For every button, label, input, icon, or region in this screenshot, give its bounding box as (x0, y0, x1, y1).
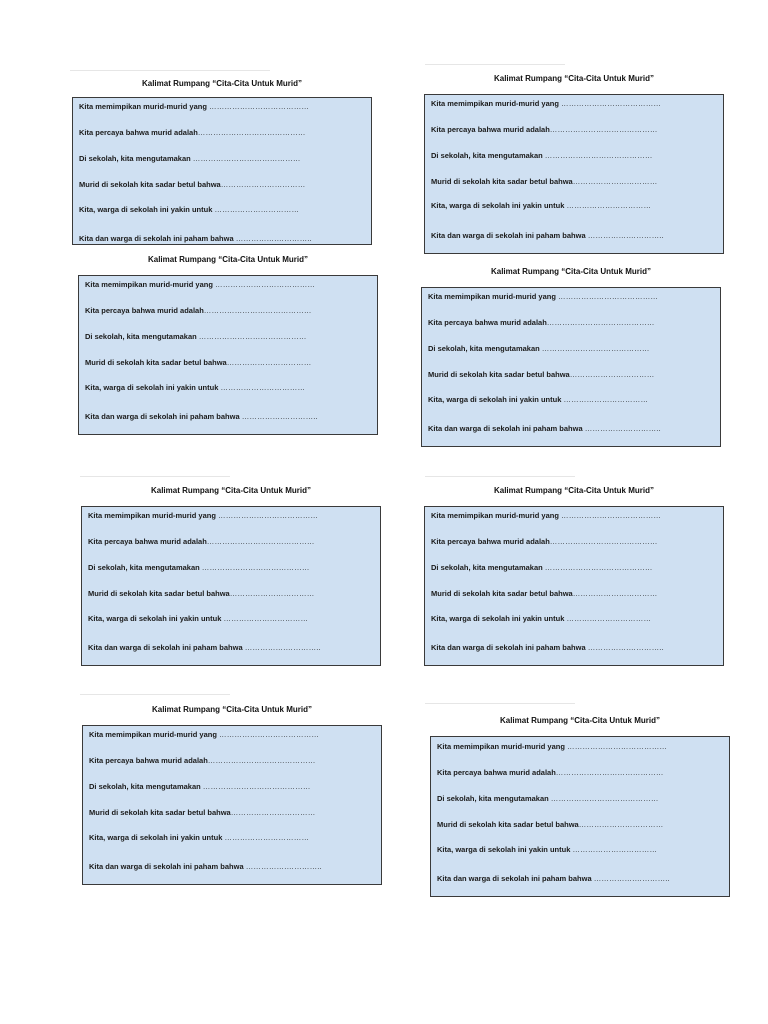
divider (425, 703, 575, 704)
sentence-prefix: Kita dan warga di sekolah ini paham bahwa (89, 862, 246, 871)
blank-dots: …………….………….. (587, 643, 664, 652)
sentence-prefix: Kita, warga di sekolah ini yakin untuk (85, 383, 221, 392)
card-box (424, 94, 724, 254)
sentence-line (431, 231, 719, 240)
sentence-line (431, 563, 719, 572)
blank-dots: …………….………….. (584, 424, 661, 433)
blank-dots: …………………………………… (197, 128, 306, 137)
blank-dots: …………………………………… (549, 125, 658, 134)
sentence-prefix: Kita dan warga di sekolah ini paham bahwa (85, 412, 242, 421)
sentence-prefix: Kita percaya bahwa murid adalah (431, 125, 550, 134)
blank-dots: …………………………… (569, 370, 655, 379)
sentence-line (428, 344, 716, 353)
blank-dots: …………………………… (566, 614, 652, 623)
sentence-card (430, 716, 730, 897)
sentence-line (89, 730, 377, 739)
blank-dots: …………………………… (224, 833, 310, 842)
sentence-prefix: Kita, warga di sekolah ini yakin untuk (88, 614, 224, 623)
sentence-line (85, 332, 373, 341)
blank-dots: …………………………………… (549, 537, 658, 546)
sentence-line (79, 102, 367, 111)
sentence-prefix: Kita percaya bahwa murid adalah (85, 306, 204, 315)
card-box (72, 97, 372, 245)
sentence-prefix: Kita memimpikan murid-murid yang (431, 511, 562, 520)
blank-dots: …………………………………… (546, 318, 655, 327)
card-title: Kalimat Rumpang “Cita-Cita Untuk Murid” (490, 267, 651, 276)
blank-dots: …………….………….. (235, 234, 312, 243)
sentence-line (79, 205, 367, 214)
card-box (81, 506, 381, 666)
sentence-prefix: Kita memimpikan murid-murid yang (79, 102, 210, 111)
sentence-card (421, 267, 721, 447)
sentence-line (79, 234, 367, 243)
sentence-prefix: Kita dan warga di sekolah ini paham bahwa (428, 424, 585, 433)
sentence-line (88, 563, 376, 572)
card-box (82, 725, 382, 885)
sentence-prefix: Kita, warga di sekolah ini yakin untuk (431, 201, 567, 210)
sentence-line (89, 782, 377, 791)
sentence-prefix: Di sekolah, kita mengutamakan (431, 563, 545, 572)
blank-dots: …………………………… (223, 614, 309, 623)
blank-dots: ………………………………… (558, 292, 659, 301)
card-box (421, 287, 721, 447)
blank-dots: …………….………….. (593, 874, 670, 883)
blank-dots: ………………………………… (219, 730, 320, 739)
sentence-line (437, 794, 725, 803)
blank-dots: …………………………… (214, 205, 300, 214)
sentence-prefix: Kita, warga di sekolah ini yakin untuk (431, 614, 567, 623)
card-box (424, 506, 724, 666)
card-title: Kalimat Rumpang “Cita-Cita Untuk Murid” (151, 705, 312, 714)
sentence-prefix: Kita percaya bahwa murid adalah (428, 318, 547, 327)
sentence-line (88, 537, 376, 546)
sentence-prefix: Di sekolah, kita mengutamakan (89, 782, 203, 791)
sentence-prefix: Di sekolah, kita mengutamakan (431, 151, 545, 160)
sentence-prefix: Murid di sekolah kita sadar betul bahwa (85, 358, 227, 367)
sentence-prefix: Kita percaya bahwa murid adalah (89, 756, 208, 765)
sentence-line (428, 424, 716, 433)
blank-dots: …………………………………… (555, 768, 664, 777)
card-box (78, 275, 378, 435)
sentence-prefix: Di sekolah, kita mengutamakan (88, 563, 202, 572)
blank-dots: …………………………………… (544, 151, 653, 160)
sentence-prefix: Kita percaya bahwa murid adalah (79, 128, 198, 137)
blank-dots: …………………………… (220, 180, 306, 189)
sentence-prefix: Kita memimpikan murid-murid yang (88, 511, 219, 520)
sentence-prefix: Murid di sekolah kita sadar betul bahwa (79, 180, 221, 189)
sentence-prefix: Murid di sekolah kita sadar betul bahwa (89, 808, 231, 817)
sentence-line (85, 306, 373, 315)
blank-dots: ………………………………… (567, 742, 668, 751)
blank-dots: …………….………….. (241, 412, 318, 421)
blank-dots: ………………………………… (561, 511, 662, 520)
sentence-line (428, 395, 716, 404)
blank-dots: …………….………….. (244, 643, 321, 652)
sentence-line (88, 643, 376, 652)
sentence-prefix: Kita dan warga di sekolah ini paham bahwa (79, 234, 236, 243)
card-box (430, 736, 730, 897)
blank-dots: …………………………… (229, 589, 315, 598)
card-title: Kalimat Rumpang “Cita-Cita Untuk Murid” (141, 79, 302, 88)
sentence-line (431, 99, 719, 108)
sentence-prefix: Kita memimpikan murid-murid yang (89, 730, 220, 739)
sentence-line (89, 833, 377, 842)
blank-dots: …………………………… (572, 845, 658, 854)
blank-dots: ………………………………… (215, 280, 316, 289)
sentence-prefix: Kita percaya bahwa murid adalah (431, 537, 550, 546)
sentence-line (428, 318, 716, 327)
blank-dots: …………….………….. (587, 231, 664, 240)
sentence-prefix: Di sekolah, kita mengutamakan (428, 344, 542, 353)
divider (425, 476, 575, 477)
sentence-prefix: Di sekolah, kita mengutamakan (85, 332, 199, 341)
card-title: Kalimat Rumpang “Cita-Cita Untuk Murid” (499, 716, 660, 725)
divider (425, 64, 565, 65)
sentence-prefix: Kita dan warga di sekolah ini paham bahwa (431, 643, 588, 652)
blank-dots: …………………………………… (203, 306, 312, 315)
sentence-prefix: Kita memimpikan murid-murid yang (437, 742, 568, 751)
blank-dots: …………………………………… (550, 794, 659, 803)
sentence-line (428, 370, 716, 379)
sentence-line (85, 412, 373, 421)
blank-dots: ………………………………… (209, 102, 310, 111)
sentence-prefix: Kita percaya bahwa murid adalah (437, 768, 556, 777)
sentence-line (88, 614, 376, 623)
sentence-line (437, 768, 725, 777)
sentence-prefix: Kita dan warga di sekolah ini paham bahwa (88, 643, 245, 652)
blank-dots: …………………………………… (201, 563, 310, 572)
card-title: Kalimat Rumpang “Cita-Cita Untuk Murid” (493, 74, 654, 83)
sentence-line (79, 128, 367, 137)
blank-dots: …………………………… (563, 395, 649, 404)
sentence-line (437, 820, 725, 829)
divider (80, 476, 230, 477)
card-title: Kalimat Rumpang “Cita-Cita Untuk Murid” (493, 486, 654, 495)
sentence-prefix: Di sekolah, kita mengutamakan (79, 154, 193, 163)
card-title: Kalimat Rumpang “Cita-Cita Untuk Murid” (150, 486, 311, 495)
sentence-prefix: Kita, warga di sekolah ini yakin untuk (79, 205, 215, 214)
sentence-prefix: Kita, warga di sekolah ini yakin untuk (89, 833, 225, 842)
sentence-line (431, 177, 719, 186)
blank-dots: …………………………………… (198, 332, 307, 341)
sentence-prefix: Kita memimpikan murid-murid yang (85, 280, 216, 289)
sentence-prefix: Kita, warga di sekolah ini yakin untuk (437, 845, 573, 854)
blank-dots: ………………………………… (561, 99, 662, 108)
sentence-card (424, 486, 724, 666)
blank-dots: …………………………………… (541, 344, 650, 353)
sentence-line (431, 201, 719, 210)
sentence-card (72, 79, 372, 245)
blank-dots: …………………………………… (206, 537, 315, 546)
sentence-line (79, 180, 367, 189)
sentence-line (85, 358, 373, 367)
sentence-line (431, 537, 719, 546)
sentence-line (437, 874, 725, 883)
card-title: Kalimat Rumpang “Cita-Cita Untuk Murid” (147, 255, 308, 264)
sentence-prefix: Kita memimpikan murid-murid yang (431, 99, 562, 108)
sentence-prefix: Murid di sekolah kita sadar betul bahwa (431, 589, 573, 598)
sentence-prefix: Kita, warga di sekolah ini yakin untuk (428, 395, 564, 404)
divider (80, 694, 230, 695)
blank-dots: …………………………… (226, 358, 312, 367)
blank-dots: …………………………………… (192, 154, 301, 163)
sentence-prefix: Murid di sekolah kita sadar betul bahwa (431, 177, 573, 186)
sentence-line (431, 614, 719, 623)
sentence-prefix: Kita dan warga di sekolah ini paham bahwa (431, 231, 588, 240)
sentence-line (431, 511, 719, 520)
sentence-prefix: Kita memimpikan murid-murid yang (428, 292, 559, 301)
blank-dots: …………………………………… (207, 756, 316, 765)
sentence-prefix: Murid di sekolah kita sadar betul bahwa (88, 589, 230, 598)
blank-dots: …………………………… (566, 201, 652, 210)
blank-dots: …………….………….. (245, 862, 322, 871)
sentence-line (437, 845, 725, 854)
sentence-prefix: Murid di sekolah kita sadar betul bahwa (437, 820, 579, 829)
divider (70, 70, 270, 71)
sentence-card (78, 255, 378, 435)
sentence-prefix: Di sekolah, kita mengutamakan (437, 794, 551, 803)
sentence-card (82, 705, 382, 885)
sentence-line (431, 151, 719, 160)
blank-dots: …………………………………… (544, 563, 653, 572)
blank-dots: ………………………………… (218, 511, 319, 520)
blank-dots: …………………………… (220, 383, 306, 392)
sentence-prefix: Kita dan warga di sekolah ini paham bahwa (437, 874, 594, 883)
blank-dots: …………………………… (572, 177, 658, 186)
blank-dots: …………………………… (578, 820, 664, 829)
sentence-card (81, 486, 381, 666)
blank-dots: …………………………… (230, 808, 316, 817)
sentence-line (89, 862, 377, 871)
sentence-prefix: Murid di sekolah kita sadar betul bahwa (428, 370, 570, 379)
sentence-line (88, 511, 376, 520)
blank-dots: …………………………… (572, 589, 658, 598)
sentence-line (437, 742, 725, 751)
sentence-line (85, 383, 373, 392)
blank-dots: …………………………………… (202, 782, 311, 791)
sentence-line (431, 643, 719, 652)
sentence-line (89, 756, 377, 765)
sentence-prefix: Kita percaya bahwa murid adalah (88, 537, 207, 546)
sentence-line (89, 808, 377, 817)
sentence-line (431, 589, 719, 598)
sentence-line (85, 280, 373, 289)
sentence-line (79, 154, 367, 163)
sentence-line (88, 589, 376, 598)
sentence-card (424, 74, 724, 254)
sentence-line (428, 292, 716, 301)
sentence-line (431, 125, 719, 134)
